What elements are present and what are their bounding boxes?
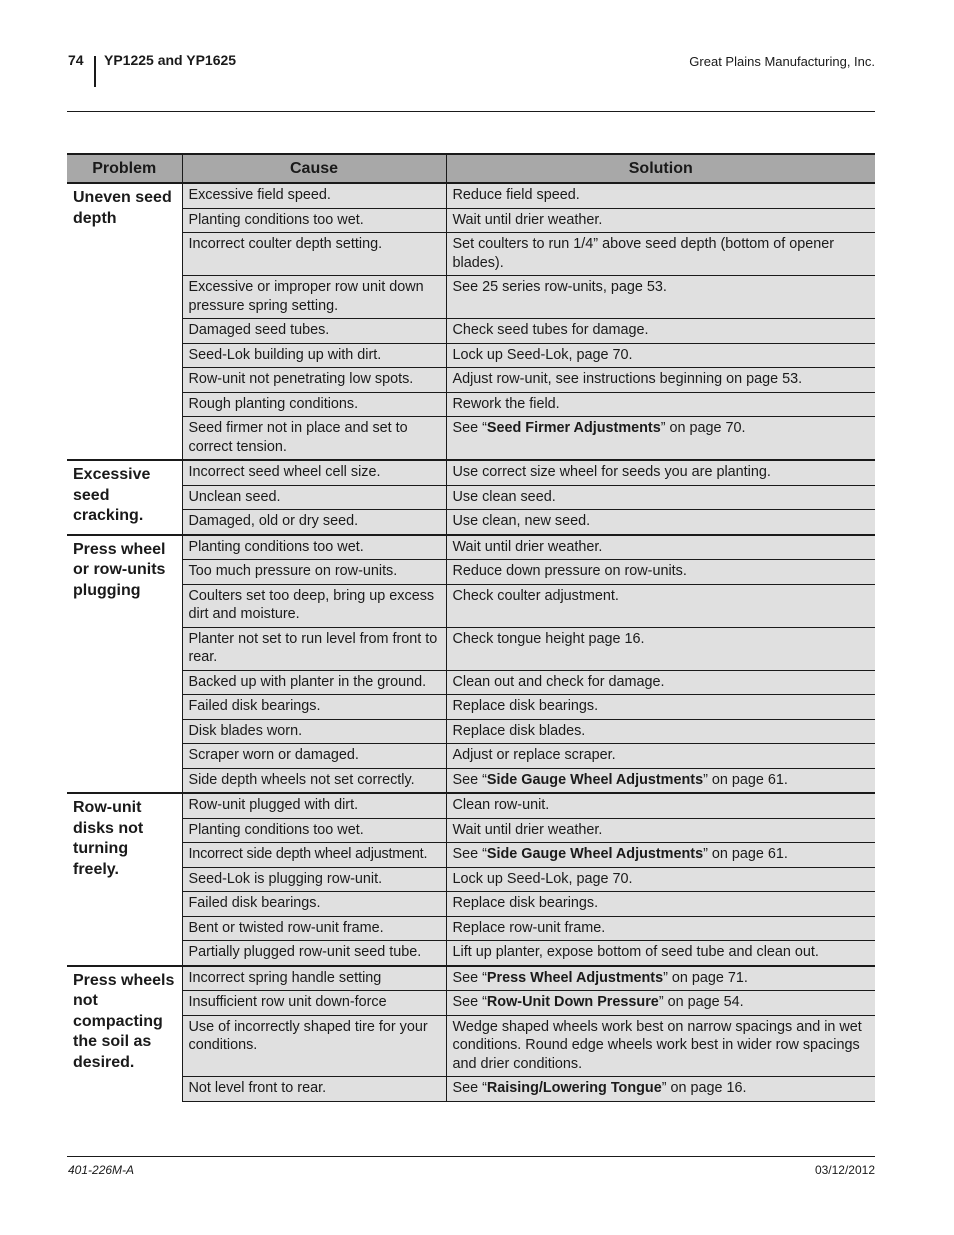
cause-cell: Scraper worn or damaged.: [182, 744, 446, 769]
cause-cell: Bent or twisted row-unit frame.: [182, 916, 446, 941]
table-row: [67, 208, 875, 233]
cause-cell: Partially plugged row-unit seed tube.: [182, 941, 446, 966]
solution-cell: Check seed tubes for damage.: [446, 319, 875, 344]
column-header-solution: Solution: [446, 154, 875, 183]
table-row: [67, 183, 875, 208]
solution-cell: Adjust or replace scraper.: [446, 744, 875, 769]
cause-cell: Damaged seed tubes.: [182, 319, 446, 344]
page-number: 74: [68, 52, 84, 68]
table-row: [67, 417, 875, 461]
cause-cell: Failed disk bearings.: [182, 695, 446, 720]
solution-cell: Set coulters to run 1/4” above seed depth (bottom of opener blades).: [446, 233, 875, 276]
table-row: [67, 941, 875, 966]
solution-text: ” on page 61.: [703, 771, 788, 788]
solution-cell: Adjust row-unit, see instructions beginning on page 53.: [446, 368, 875, 393]
solution-cell: Replace disk blades.: [446, 719, 875, 744]
solution-cell: Lock up Seed-Lok, page 70.: [446, 343, 875, 368]
cause-cell: Seed firmer not in place and set to correct tension.: [182, 417, 446, 461]
solution-text: ” on page 54.: [658, 994, 744, 1010]
solution-text: See “: [452, 994, 487, 1010]
solution-text: See “: [452, 771, 487, 788]
solution-cell: Wait until drier weather.: [446, 535, 875, 560]
problem-cell: Press wheels not compacting the soil as desired.: [67, 966, 182, 1102]
solution-cell: Wedge shaped wheels work best on narrow spacings and in wet conditions. Round edge wheels work best in wider row spacings and drier conditions.: [446, 1015, 875, 1077]
solution-cell: Rework the field.: [446, 392, 875, 417]
solution-reference: Side Gauge Wheel Adjustments: [486, 771, 704, 788]
solution-cell: Clean out and check for damage.: [446, 670, 875, 695]
solution-text: ” on page 71.: [663, 969, 748, 986]
solution-cell: Replace row-unit frame.: [446, 916, 875, 941]
cause-cell: Incorrect seed wheel cell size.: [182, 460, 446, 485]
solution-cell: Lock up Seed-Lok, page 70.: [446, 867, 875, 892]
table-row: [67, 843, 875, 868]
table-row: [67, 276, 875, 319]
table-row: [67, 916, 875, 941]
table-row: [67, 1077, 875, 1102]
table-header-row: [67, 154, 875, 183]
solution-text: ” on page 61.: [703, 846, 788, 862]
solution-reference: Press Wheel Adjustments: [486, 969, 664, 986]
solution-text: See “: [452, 969, 487, 986]
solution-cell: Lift up planter, expose bottom of seed tube and clean out.: [446, 941, 875, 966]
solution-cell: Check coulter adjustment.: [446, 584, 875, 627]
document-date: 03/12/2012: [814, 1163, 875, 1177]
cause-cell: Damaged, old or dry seed.: [182, 510, 446, 535]
table-row: [67, 510, 875, 535]
cause-cell: Failed disk bearings.: [182, 892, 446, 917]
table-row: [67, 1015, 875, 1077]
table-row: [67, 560, 875, 585]
cause-cell: Backed up with planter in the ground.: [182, 670, 446, 695]
cause-cell: Planting conditions too wet.: [182, 535, 446, 560]
cause-cell: Excessive or improper row unit down pressure spring setting.: [182, 276, 446, 319]
cause-cell: Not level front to rear.: [182, 1077, 446, 1102]
table-row: [67, 892, 875, 917]
cause-cell: Insufficient row unit down-force: [182, 991, 446, 1016]
solution-text: See “: [452, 420, 487, 436]
table-row: [67, 867, 875, 892]
header-rule: [67, 111, 875, 112]
table-row: [67, 966, 875, 991]
cause-cell: Planter not set to run level from front to rear.: [182, 627, 446, 670]
table-row: [67, 485, 875, 510]
cause-cell: Planting conditions too wet.: [182, 208, 446, 233]
table-row: [67, 818, 875, 843]
solution-cell: Replace disk bearings.: [446, 892, 875, 917]
cause-cell: Incorrect side depth wheel adjustment.: [182, 843, 446, 868]
solution-text: See “: [452, 1080, 487, 1096]
cause-cell: Disk blades worn.: [182, 719, 446, 744]
cause-cell: Use of incorrectly shaped tire for your conditions.: [182, 1015, 446, 1077]
solution-cell: Reduce down pressure on row-units.: [446, 560, 875, 585]
solution-cell: [446, 966, 875, 991]
table-row: [67, 368, 875, 393]
table-row: [67, 627, 875, 670]
table-row: [67, 535, 875, 560]
table-row: [67, 584, 875, 627]
cause-cell: Excessive field speed.: [182, 183, 446, 208]
solution-text: See “: [452, 846, 487, 862]
solution-cell: [446, 991, 875, 1016]
solution-reference: Raising/Lowering Tongue: [486, 1080, 662, 1096]
solution-cell: [446, 1077, 875, 1102]
cause-cell: Rough planting conditions.: [182, 392, 446, 417]
table-row: [67, 670, 875, 695]
solution-cell: Use clean seed.: [446, 485, 875, 510]
table-row: [67, 744, 875, 769]
cause-cell: Incorrect spring handle setting: [182, 966, 446, 991]
solution-cell: [446, 843, 875, 868]
cause-cell: Seed-Lok is plugging row-unit.: [182, 867, 446, 892]
solution-reference: Side Gauge Wheel Adjustments: [486, 846, 704, 862]
solution-cell: See 25 series row-units, page 53.: [446, 276, 875, 319]
cause-cell: Row-unit not penetrating low spots.: [182, 368, 446, 393]
problem-cell: Press wheel or row-units plugging: [67, 535, 182, 794]
table-row: [67, 460, 875, 485]
cause-cell: Incorrect coulter depth setting.: [182, 233, 446, 276]
table-row: [67, 768, 875, 793]
solution-cell: Use clean, new seed.: [446, 510, 875, 535]
solution-cell: [446, 417, 875, 461]
table-row: [67, 319, 875, 344]
solution-cell: Wait until drier weather.: [446, 818, 875, 843]
problem-cell: Row-unit disks not turning freely.: [67, 793, 182, 966]
table-row: [67, 343, 875, 368]
solution-cell: Check tongue height page 16.: [446, 627, 875, 670]
table-row: [67, 233, 875, 276]
table-row: [67, 392, 875, 417]
column-header-problem: Problem: [67, 154, 182, 183]
troubleshooting-table: [67, 153, 875, 1102]
cause-cell: Planting conditions too wet.: [182, 818, 446, 843]
solution-cell: Use correct size wheel for seeds you are planting.: [446, 460, 875, 485]
table-row: [67, 991, 875, 1016]
solution-cell: Replace disk bearings.: [446, 695, 875, 720]
manual-title: YP1225 and YP1625: [104, 52, 237, 68]
cause-cell: Seed-Lok building up with dirt.: [182, 343, 446, 368]
solution-text: ” on page 70.: [660, 420, 746, 436]
table-row: [67, 695, 875, 720]
solution-reference: Seed Firmer Adjustments: [486, 420, 661, 436]
header-divider: [94, 56, 96, 87]
solution-text: ” on page 16.: [661, 1080, 747, 1096]
footer-rule: [67, 1156, 875, 1157]
problem-cell: Excessive seed cracking.: [67, 460, 182, 535]
cause-cell: Coulters set too deep, bring up excess dirt and moisture.: [182, 584, 446, 627]
problem-cell: Uneven seed depth: [67, 183, 182, 460]
cause-cell: Too much pressure on row-units.: [182, 560, 446, 585]
table-row: [67, 719, 875, 744]
table-row: [67, 793, 875, 818]
cause-cell: Unclean seed.: [182, 485, 446, 510]
column-header-cause: Cause: [182, 154, 446, 183]
solution-cell: Wait until drier weather.: [446, 208, 875, 233]
solution-reference: Row-Unit Down Pressure: [486, 994, 659, 1010]
solution-cell: Reduce field speed.: [446, 183, 875, 208]
company-name: Great Plains Manufacturing, Inc.: [689, 54, 875, 69]
solution-cell: Clean row-unit.: [446, 793, 875, 818]
solution-cell: [446, 768, 875, 793]
cause-cell: Row-unit plugged with dirt.: [182, 793, 446, 818]
cause-cell: Side depth wheels not set correctly.: [182, 768, 446, 793]
document-number: 401-226M-A: [68, 1163, 135, 1177]
